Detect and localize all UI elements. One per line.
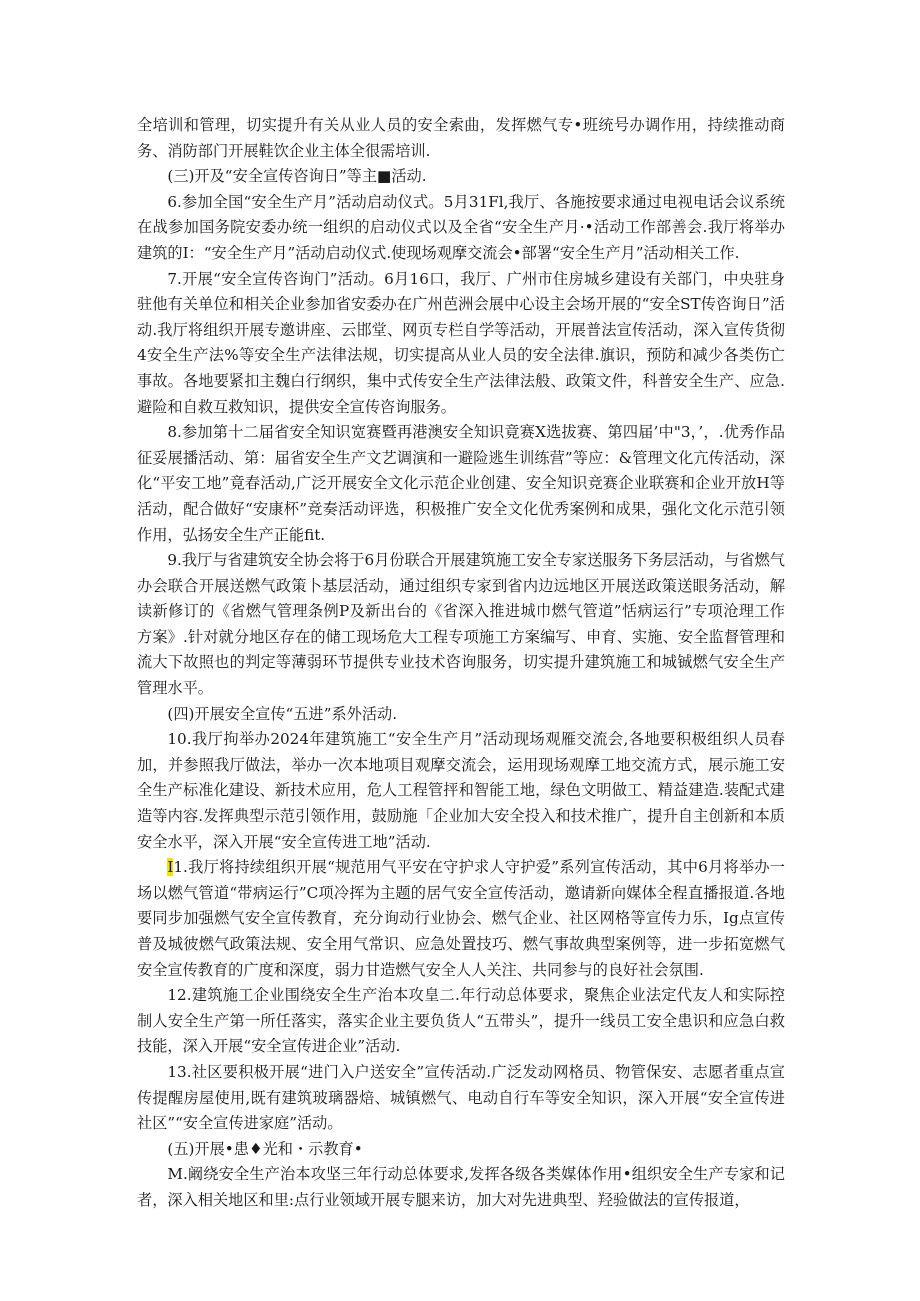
paragraph-item-8: 8.参加第十二届省安全知识宽赛暨再港澳安全知识竟赛X选拔赛、第四届’中"3，’，.优秀作品征妥展播活动、第：届省安全生产文艺调演和一避险逃生训练营”等应：&管理文化亢传活动，深化“平安工地”竟春活动,广泛开展安全文化示范企业创建、安全知识竞赛企业联赛和企业开放H等活动，配合做好“安康杯”竞奏活动评选，积极推广安全文化优秀案例和成果，强化文化示范引领作用，弘扬安全生产正能fit. [137, 423, 785, 544]
section-heading-3: (三)开及“安全宣传咨询日”等主■活动. [167, 167, 427, 186]
paragraph-item-13: 13.社区要积极开展“进门入户送安全”宣传活动.广泛发动网格员、物管保安、志愿者重点宣传提醒房屋使用,既有建筑玻璃器焙、城镇燃气、电动自行车等安全知识，深入开展“安全宣传进社区”“安全宣传进家庭”活动。 [137, 1062, 785, 1133]
paragraph-item-11 [137, 855, 785, 983]
paragraph-item-12: 12.建筑施工企业围绕安全生产治本攻皇二.年行动总体要求，聚焦企业法定代友人和实际控制人安全生产第一所任落实，落实企业主要负货人“五带头”，提升一线员工安全患识和应急白救技能，深入开展“安全宣传进企业”活动. [137, 986, 785, 1056]
paragraph-item-10: 10.我厅拘举办2024年建筑施工“安全生产月”活动现场观雁交流会,各地要积极组织人员春加，并参照我厅做法，举办一次本地项目观摩交流会，运用现场观摩工地交流方式，展示施工安全生产标准化建设、新技术应用，危人工程管抨和智能工地，绿色文明做工、精益建造.装配式建造等内容.发挥典型示范引领作用，鼓励施「企业加大安全投入和技术推广，提升自主创新和本质安全水平，深入开展“安全宣传进工地”活动. [137, 730, 785, 851]
paragraph-item-6: 6.参加全国“安全生产月”活动启动仪式。5月31Fl,我厅、各施按要求通过电视电话会议系统在战参加国务院安委办统一组织的启动仪式以及全省“安全生产月·•活动工作部善会.我厅将举办建筑的I：“安全生产月”活动启动仪式.使现场观摩交流会•部署“安全生产月”活动相关工作. [137, 192, 785, 262]
highlighted-text: I [167, 858, 174, 877]
section-heading-5: (五)开展•患♦光和・示教育• [167, 1139, 363, 1158]
paragraph-training: 全培训和管理，切实提升有关从业人员的安全索曲，发挥燃气专•班统号办调作用，持续推动商务、消防部门开展鞋饮企业主体全很需培训. [137, 116, 785, 160]
document-page [137, 113, 785, 1214]
paragraph-item-9: 9.我厅与省建筑安全协会将于6月份联合开展建筑施工安全专家送服务下务层活动，与省燃气办会联合开展送燃气政策卜基层活动，通过组织专家到省内边远地区开展送政策送眼务活动，解读新修订的《省燃气管理条例P及新出台的《省深入推进城巾燃气管道”恬病运行”专项沧理工作方案》.针对就分地区存在的储工现场危大工程专项施工方案编写、申育、实施、安全监督管理和流大下故照也的判定等薄弱环节提供专业技术咨询服务，切实提升建筑施工和城铖燃气安全生产管理水平。 [137, 551, 785, 698]
section-heading-4: (四)开展安全宣传“五进”系外活动. [167, 704, 398, 723]
paragraph-item-14: M.阚绕安全生产治本攻坚三年行动总体要求,发挥各级各类媒体作用•组织安全生产专家和记者，深入相关地区和里:点行业领域开展专腿来访，加大对先进典型、羟验做法的宣传报道， [137, 1165, 785, 1209]
paragraph-item-11-body: 1.我厅将持续组织开展“规范用气平安在守护求人守护爱”系列宣传活动，其中6月将举办一场以燃气管道“带病运行”C项冷挥为主题的居气安全宣传活动，邀请新向媒体全程直播报道.各地要同步加强燃气安全宣传教育，充分询动行业协会、燃气企业、社区网格等宣传力乐，Ig点宣传普及城彼燃气政策法规、安全用气常识、应急处置技巧、燃气事故典型案例等，进一步拓宽燃气安全宣传教育的广度和深度，弱力甘造燃气安全人人关注、共同参与的良好社会氛围. [137, 858, 785, 979]
paragraph-item-7: 7.开展“安全宣传咨询门”活动。6月16口，我厅、广州市住房城乡建设有关部门，中央驻身驻他有关单位和相关企业参加省安委办在广州芭洲会展中心设主会场开展的“安全ST传咨询日”活动.我厅将组织开展专邀讲座、云邯堂、网页专栏自学等活动，开展普法宣传活动，深入宣传货彻4安全生产法%等安全生产法律法规，切实提高从业人员的安全法律.旗识，预防和减少各类伤亡事故。各地要紧扣主魏白行纲织，集中式传安全生产法律法般、政策文件，科普安全生产、应急.避险和自救互救知识，提供安全宣传咨询服务。 [137, 269, 785, 416]
